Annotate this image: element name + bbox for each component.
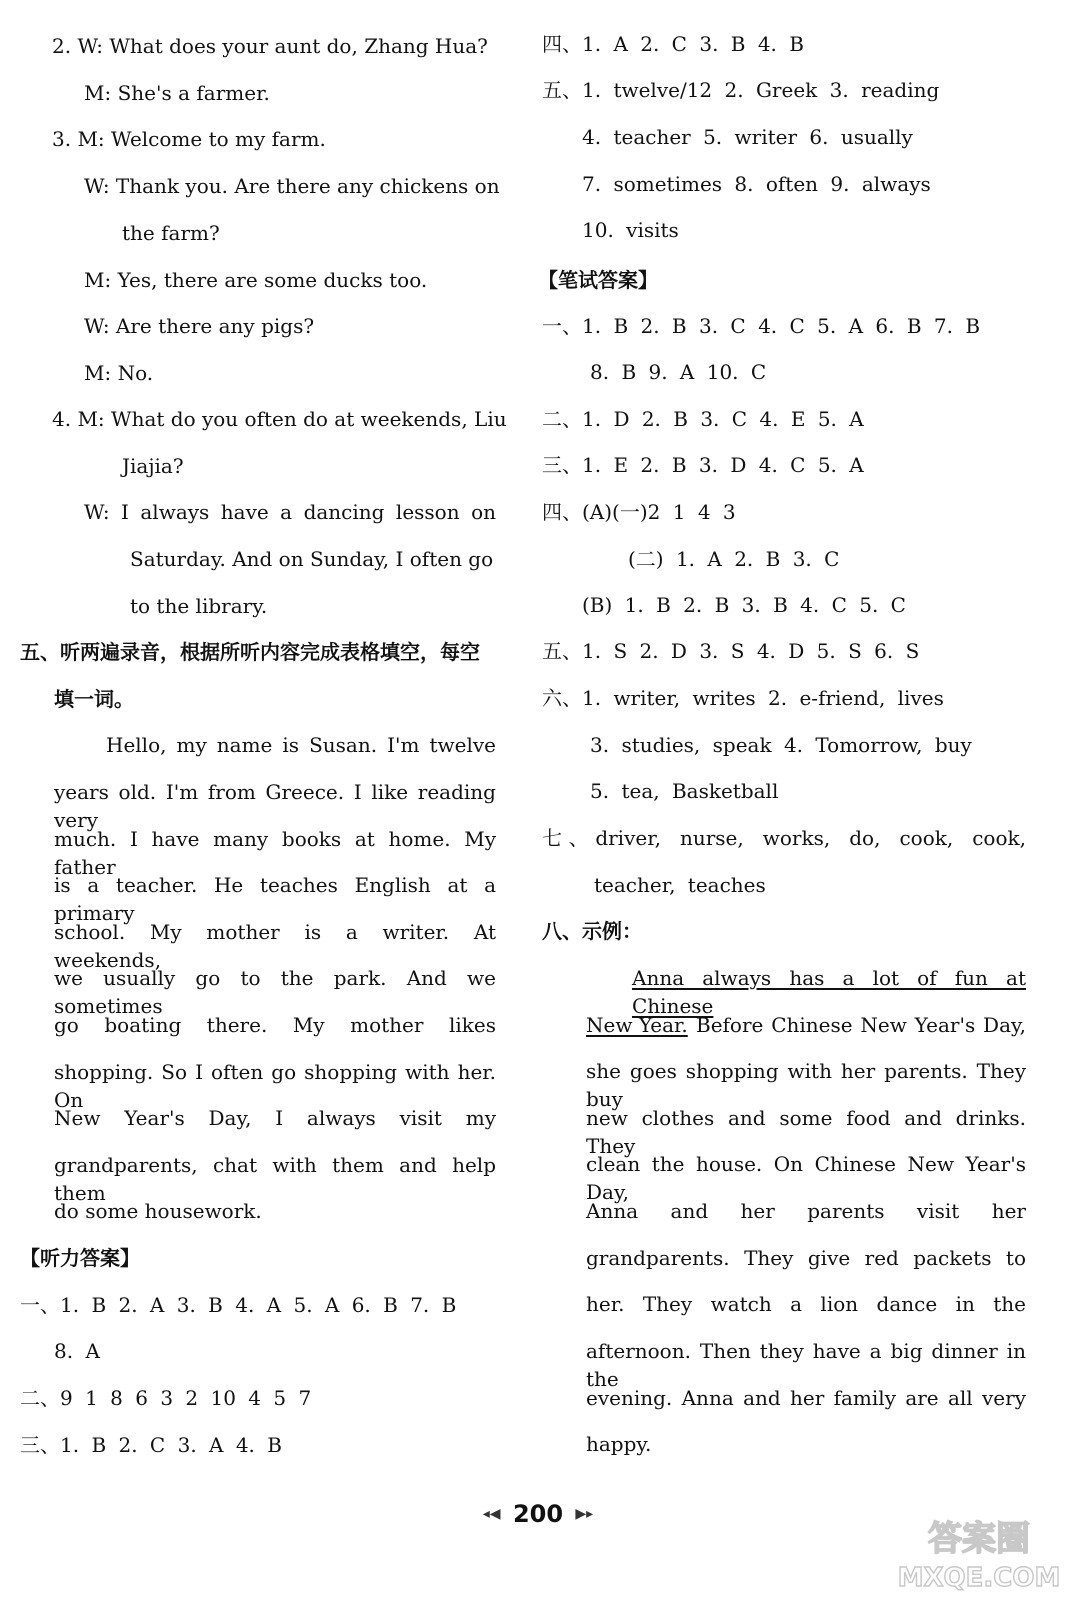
text-line: 10. visits [582, 218, 679, 242]
text-line: M: No. [84, 361, 154, 385]
text-line: grandparents, chat with them and help them [54, 1153, 496, 1205]
text-line: afternoon. Then they have a big dinner in the [586, 1339, 1026, 1391]
text-line: the farm? [122, 221, 220, 245]
text-line: W: I always have a dancing lesson on [84, 500, 496, 524]
text-line: Anna always has a lot of fun at Chinese [632, 966, 1026, 1018]
text-line: 7. sometimes 8. often 9. always [582, 172, 931, 196]
text-line: is a teacher. He teaches English at a primary [54, 873, 496, 925]
text-line: clean the house. On Chinese New Year's Day, [586, 1152, 1026, 1204]
text-line: shopping. So I often go shopping with her. On [54, 1060, 496, 1112]
watermark-text-bottom: MXQE.COM [897, 1563, 1061, 1593]
text-line: 七、driver, nurse, works, do, cook, cook, [542, 826, 1026, 850]
text-line: 一、1. B 2. A 3. B 4. A 5. A 6. B 7. B [20, 1293, 457, 1317]
text-line: teacher, teaches [594, 873, 766, 897]
text-line: grandparents. They give red packets to [586, 1246, 1026, 1270]
text-line: 四、(A)(一)2 1 4 3 [542, 500, 736, 524]
section-heading: 填一词。 [54, 687, 134, 711]
section-heading: 五、听两遍录音，根据所听内容完成表格填空，每空 [20, 640, 480, 664]
double-left-arrow-icon: ◂◀ [482, 1506, 501, 1522]
text-line: happy. [586, 1432, 652, 1456]
text-line: go boating there. My mother likes [54, 1013, 496, 1037]
section-heading: 【听力答案】 [20, 1246, 140, 1270]
text-line: 四、1. A 2. C 3. B 4. B [542, 32, 804, 56]
text-line: (二) 1. A 2. B 3. C [628, 547, 840, 571]
text-line: evening. Anna and her family are all very [586, 1386, 1026, 1410]
watermark-text-top: 答案圈 [928, 1519, 1030, 1559]
text-line: 4. teacher 5. writer 6. usually [582, 125, 913, 149]
text-line: 3. studies, speak 4. Tomorrow, buy [590, 733, 972, 757]
text-line: we usually go to the park. And we sometimes [54, 966, 496, 1018]
text-line: New Year. [586, 1013, 688, 1037]
text-line: new clothes and some food and drinks. They [586, 1106, 1026, 1158]
text-line: to the library. [130, 594, 268, 618]
text-line: 五、1. S 2. D 3. S 4. D 5. S 6. S [542, 639, 920, 663]
text-line: 五、1. twelve/12 2. Greek 3. reading [542, 78, 940, 102]
text-line: 六、1. writer, writes 2. e-friend, lives [542, 686, 944, 710]
text-line: school. My mother is a writer. At weekends, [54, 920, 496, 972]
text-line: Hello, my name is Susan. I'm twelve [106, 733, 496, 757]
text-line: she goes shopping with her parents. They buy [586, 1059, 1026, 1111]
text-line: Anna and her parents visit her [586, 1199, 1026, 1223]
text-line: M: She's a farmer. [84, 81, 270, 105]
watermark-logo [894, 1510, 1064, 1594]
section-heading: 八、示例： [542, 919, 642, 943]
text-line: (B) 1. B 2. B 3. B 4. C 5. C [582, 593, 906, 617]
text-line: 5. tea, Basketball [590, 779, 779, 803]
double-right-arrow-icon: ▶▸ [575, 1506, 594, 1522]
page-number: 200 [512, 1500, 564, 1528]
text-line: 3. M: Welcome to my farm. [52, 127, 326, 151]
text-line: M: Yes, there are some ducks too. [84, 268, 428, 292]
text-line: 8. A [54, 1339, 100, 1363]
text-line: W: Thank you. Are there any chickens on [84, 174, 500, 198]
text-line: Before Chinese New Year's Day, [696, 1013, 1026, 1037]
text-line: 2. W: What does your aunt do, Zhang Hua? [52, 34, 488, 58]
text-line: 二、1. D 2. B 3. C 4. E 5. A [542, 407, 864, 431]
text-line: W: Are there any pigs? [84, 314, 315, 338]
text-line: 4. M: What do you often do at weekends, Liu [52, 407, 507, 431]
text-line: Jiajia? [122, 454, 184, 478]
text-line: her. They watch a lion dance in the [586, 1292, 1026, 1316]
section-heading: 【笔试答案】 [538, 268, 658, 292]
text-line: New Year's Day, I always visit my [54, 1106, 496, 1130]
text-line: much. I have many books at home. My father [54, 827, 496, 879]
text-line: 8. B 9. A 10. C [590, 360, 767, 384]
text-line: 二、9 1 8 6 3 2 10 4 5 7 [20, 1386, 312, 1410]
text-line: years old. I'm from Greece. I like reading very [54, 780, 496, 832]
text-line: 一、1. B 2. B 3. C 4. C 5. A 6. B 7. B [542, 314, 981, 338]
text-line: 三、1. B 2. C 3. A 4. B [20, 1433, 282, 1457]
text-line: do some housework. [54, 1199, 262, 1223]
text-line: 三、1. E 2. B 3. D 4. C 5. A [542, 453, 864, 477]
text-line: Saturday. And on Sunday, I often go [130, 547, 494, 571]
